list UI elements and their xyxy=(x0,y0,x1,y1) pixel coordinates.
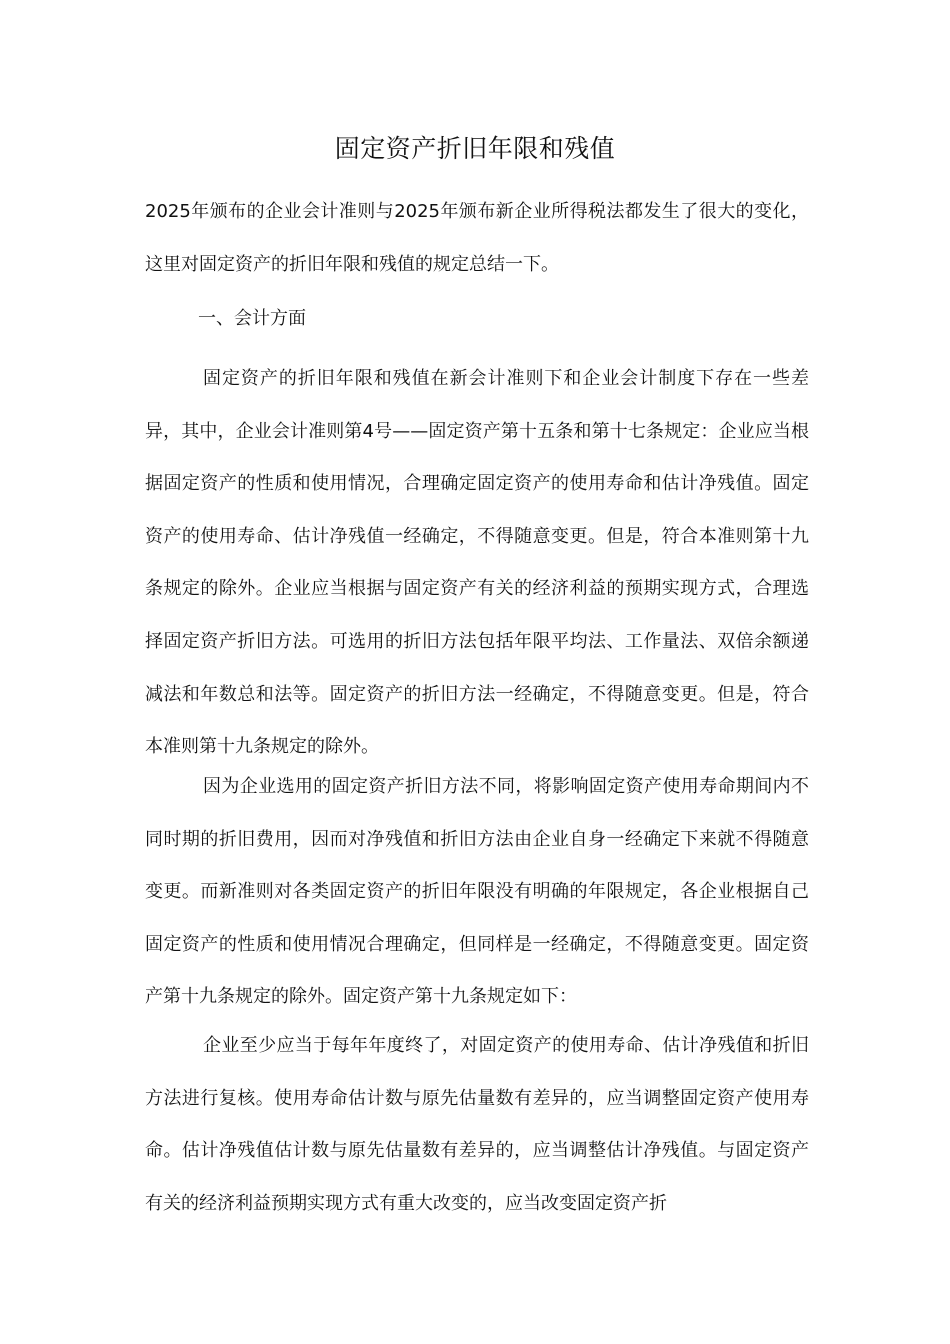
body-paragraph-1: 固定资产的折旧年限和残值在新会计准则下和企业会计制度下存在一些差异，其中，企业会计准则第4号——固定资产第十五条和第十七条规定：企业应当根据固定资产的性质和使用情况，合理确定固定资产的使用寿命和估计净残值。固定资产的使用寿命、估计净残值一经确定，不得随意变更。但是，符合本准则第十九条规定的除外。企业应当根据与固定资产有关的经济利益的预期实现方式，合理选择固定资产折旧方法。可选用的折旧方法包括年限平均法、工作量法、双倍余额递减法和年数总和法等。固定资产的折旧方法一经确定，不得随意变更。但是，符合本准则第十九条规定的除外。 xyxy=(145,368,809,758)
body-paragraph-3: 企业至少应当于每年年度终了，对固定资产的使用寿命、估计净残值和折旧方法进行复核。使用寿命估计数与原先估量数有差异的，应当调整固定资产使用寿命。估计净残值估计数与原先估量数有差异的，应当调整估计净残值。与固定资产有关的经济利益预期实现方式有重大改变的，应当改变固定资产折 xyxy=(145,1035,809,1214)
intro-paragraph: 2025年颁布的企业会计准则与2025年颁布新企业所得税法都发生了很大的变化，这里对固定资产的折旧年限和残值的规定总结一下。 xyxy=(145,201,809,275)
section-heading: 一、会计方面 xyxy=(198,308,306,329)
document-title: 固定资产折旧年限和残值 xyxy=(334,134,616,163)
body-paragraph-2: 因为企业选用的固定资产折旧方法不同，将影响固定资产使用寿命期间内不同时期的折旧费用，因而对净残值和折旧方法由企业自身一经确定下来就不得随意变更。而新准则对各类固定资产的折旧年限没有明确的年限规定，各企业根据自己固定资产的性质和使用情况合理确定，但同样是一经确定，不得随意变更。固定资产第十九条规定的除外。固定资产第十九条规定如下： xyxy=(145,776,809,1008)
